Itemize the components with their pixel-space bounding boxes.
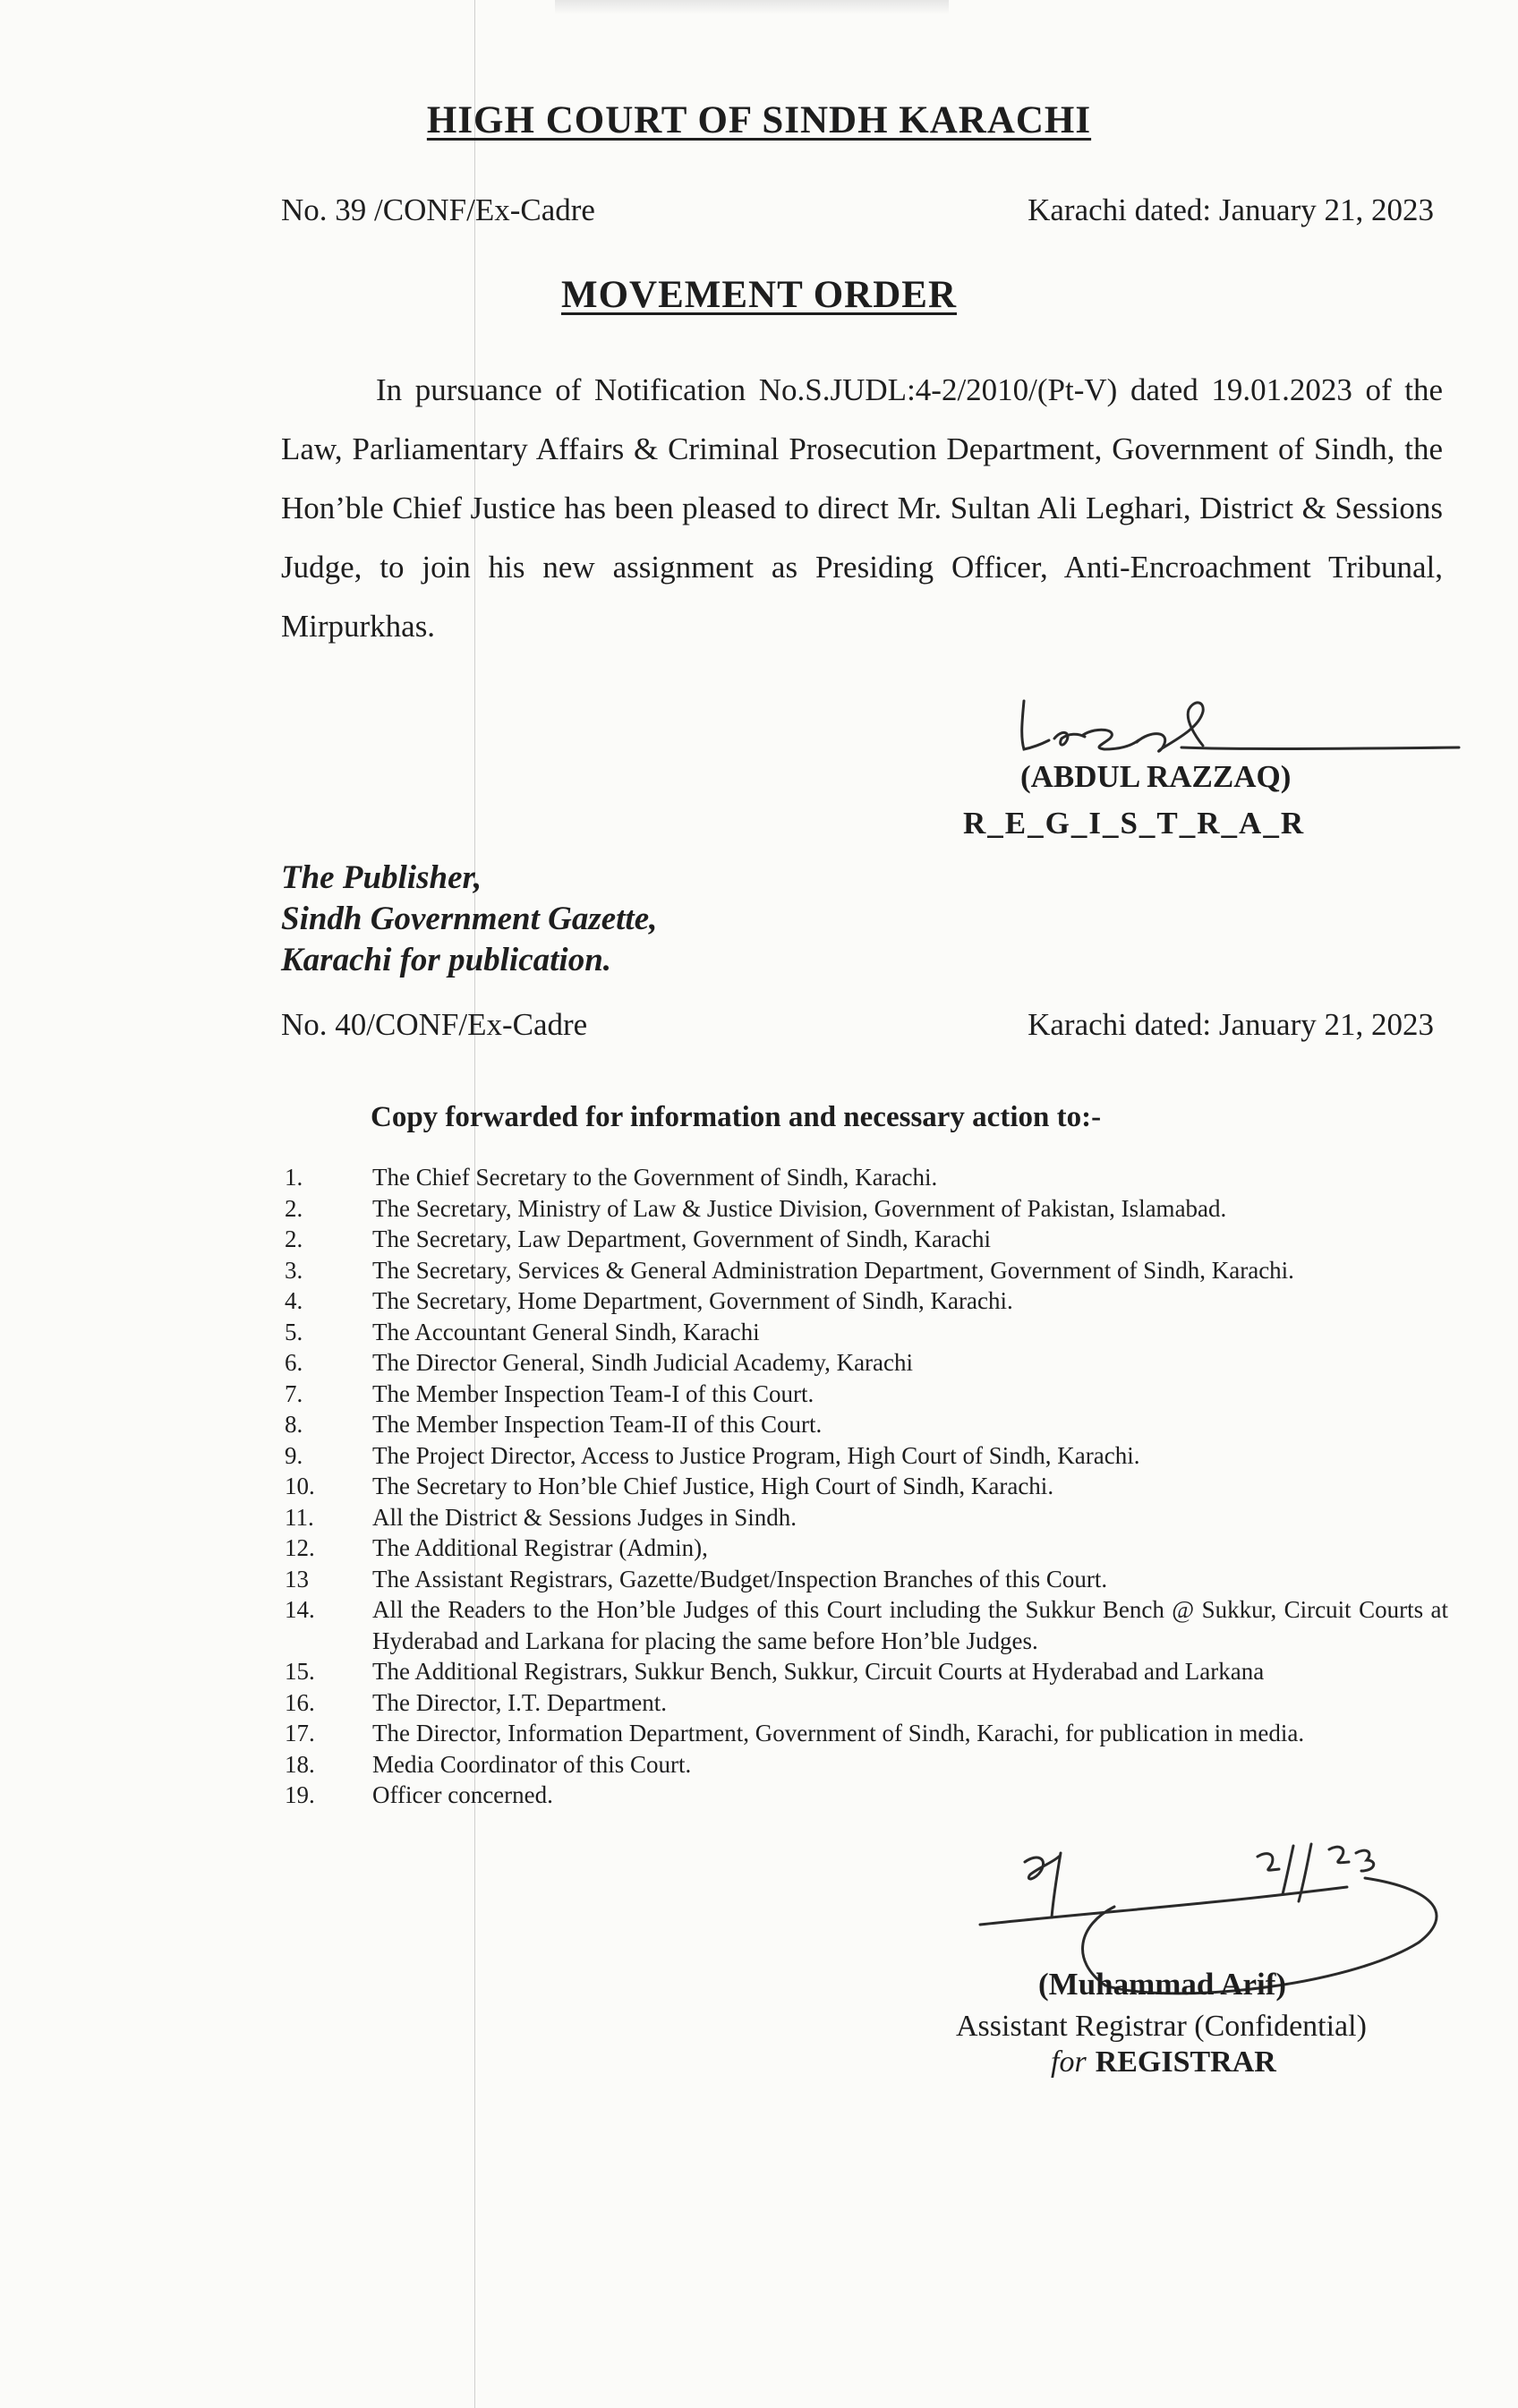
distribution-item-text: The Secretary, Home Department, Government of Sindh, Karachi. <box>372 1287 1013 1314</box>
distribution-item-text: All the Readers to the Hon’ble Judges of this Court including the Sukkur Bench @ Sukkur, Circuit Courts at Hyderabad and Larkana for placing the same before Hon’ble Judges. <box>372 1596 1448 1654</box>
distribution-item-text: The Director, Information Department, Government of Sindh, Karachi, for publication in media. <box>372 1720 1305 1746</box>
distribution-item-number: 18. <box>285 1750 315 1778</box>
distribution-item <box>285 1780 1448 1811</box>
distribution-item-number: 4. <box>285 1287 303 1314</box>
distribution-item-number: 2. <box>285 1194 303 1222</box>
distribution-item-text: The Accountant General Sindh, Karachi <box>372 1318 760 1345</box>
distribution-item-number: 7. <box>285 1379 303 1407</box>
distribution-item <box>285 1533 1448 1564</box>
distribution-item-number: 2. <box>285 1225 303 1252</box>
distribution-item-text: The Assistant Registrars, Gazette/Budget/Inspection Branches of this Court. <box>372 1565 1108 1593</box>
distribution-item-text: The Additional Registrar (Admin), <box>372 1534 708 1561</box>
publisher-line-3: Karachi for publication. <box>281 942 612 978</box>
distribution-item-text: The Director, I.T. Department. <box>372 1688 668 1716</box>
distribution-item <box>285 1471 1448 1502</box>
issue-date: Karachi dated: January 21, 2023 <box>1028 192 1434 227</box>
distribution-item-text: The Secretary, Law Department, Government of Sindh, Karachi <box>372 1225 991 1252</box>
distribution-item <box>285 1749 1448 1780</box>
order-title-text: MOVEMENT ORDER <box>560 274 958 316</box>
distribution-item-number: 15. <box>285 1658 315 1685</box>
assistant-registrar-title: Assistant Registrar (Confidential) <box>956 2010 1367 2043</box>
distribution-item <box>285 1317 1448 1348</box>
distribution-item-number: 19. <box>285 1781 315 1808</box>
distribution-item <box>285 1502 1448 1533</box>
distribution-item <box>285 1687 1448 1719</box>
order-title <box>0 273 1518 317</box>
distribution-item-text: The Secretary, Services & General Administration Department, Government of Sindh, Karachi. <box>372 1256 1294 1284</box>
distribution-item-number: 11. <box>285 1503 314 1531</box>
reference-line <box>281 192 1434 228</box>
for-registrar <box>1051 2045 1276 2079</box>
distribution-item <box>285 1347 1448 1379</box>
distribution-item <box>285 1285 1448 1317</box>
distribution-item-number: 14. <box>285 1596 315 1623</box>
distribution-item-number: 5. <box>285 1318 303 1345</box>
distribution-item <box>285 1255 1448 1286</box>
distribution-item <box>285 1193 1448 1225</box>
court-title <box>0 98 1518 142</box>
distribution-item-text: Media Coordinator of this Court. <box>372 1750 692 1778</box>
scan-artifact <box>555 0 949 14</box>
distribution-item-text: The Project Director, Access to Justice Program, High Court of Sindh, Karachi. <box>372 1441 1140 1469</box>
distribution-item <box>285 1594 1448 1656</box>
distribution-item-number: 16. <box>285 1688 315 1716</box>
publisher-block <box>281 858 657 981</box>
distribution-item-text: The Additional Registrars, Sukkur Bench, Sukkur, Circuit Courts at Hyderabad and Larkana <box>372 1658 1265 1685</box>
distribution-item-number: 9. <box>285 1441 303 1469</box>
assistant-registrar-name: (Muhammad Arif) <box>1038 1967 1287 2002</box>
distribution-item-number: 13 <box>285 1565 309 1593</box>
distribution-item <box>285 1224 1448 1255</box>
order-body: In pursuance of Notification No.S.JUDL:4-2/2010/(Pt-V) dated 19.01.2023 of the Law, Parliamentary Affairs & Criminal Prosecution Department, Government of Sindh, the Hon’ble Chief Justice has been pleased to direct Mr. Sultan Ali Leghari, District & Sessions Judge, to join his new assignment as Presiding Officer, Anti-Encroachment Tribunal, Mirpurkhas. <box>281 372 1443 644</box>
distribution-item <box>285 1379 1448 1410</box>
copy-forwarded-heading: Copy forwarded for information and necessary action to:- <box>371 1101 1102 1133</box>
distribution-item-number: 3. <box>285 1256 303 1284</box>
distribution-item <box>285 1718 1448 1749</box>
registrar-title: R_E_G_I_S_T_R_A_R <box>963 806 1306 841</box>
distribution-item-number: 8. <box>285 1411 303 1438</box>
publisher-line-1: The Publisher, <box>281 859 482 896</box>
distribution-item <box>285 1440 1448 1472</box>
distribution-item-text: All the District & Sessions Judges in Sindh. <box>372 1503 797 1531</box>
second-issue-date: Karachi dated: January 21, 2023 <box>1028 1007 1434 1042</box>
distribution-item-text: The Secretary to Hon’ble Chief Justice, High Court of Sindh, Karachi. <box>372 1473 1054 1499</box>
distribution-item-text: The Member Inspection Team-I of this Court. <box>372 1379 814 1407</box>
distribution-item-number: 12. <box>285 1534 315 1561</box>
court-title-text: HIGH COURT OF SINDH KARACHI <box>426 99 1092 141</box>
distribution-item-text: The Chief Secretary to the Government of Sindh, Karachi. <box>372 1164 938 1191</box>
distribution-item-text: The Director General, Sindh Judicial Academy, Karachi <box>372 1349 914 1376</box>
distribution-item-number: 17. <box>285 1720 315 1746</box>
second-reference-number: No. 40/CONF/Ex-Cadre <box>281 1007 588 1042</box>
distribution-item-text: Officer concerned. <box>372 1781 553 1808</box>
distribution-item <box>285 1409 1448 1440</box>
handwritten-date-text: 21/1/23 <box>1256 1849 1259 1850</box>
second-reference-line <box>281 1007 1434 1043</box>
distribution-item-number: 1. <box>285 1164 303 1191</box>
publisher-line-2: Sindh Government Gazette, <box>281 901 658 937</box>
distribution-item-text: The Secretary, Ministry of Law & Justice Division, Government of Pakistan, Islamabad. <box>372 1194 1227 1222</box>
distribution-item <box>285 1162 1448 1193</box>
distribution-item <box>285 1656 1448 1687</box>
registrar-name: (ABDUL RAZZAQ) <box>1020 759 1292 794</box>
distribution-item-text: The Member Inspection Team-II of this Court. <box>372 1411 823 1438</box>
reference-number: No. 39 /CONF/Ex-Cadre <box>281 192 595 227</box>
for-word: for <box>1051 2045 1087 2079</box>
distribution-list <box>285 1162 1448 1811</box>
distribution-item-number: 10. <box>285 1473 315 1499</box>
for-registrar-title: REGISTRAR <box>1095 2045 1276 2079</box>
distribution-item-number: 6. <box>285 1349 303 1376</box>
distribution-item <box>285 1564 1448 1595</box>
